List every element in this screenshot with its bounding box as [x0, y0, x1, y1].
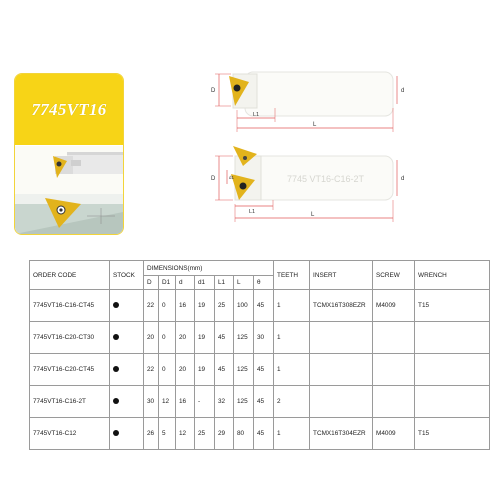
product-card [14, 73, 124, 235]
stock-cell [110, 386, 144, 418]
cell-theta: 45 [254, 354, 274, 386]
dim-label-d: d [401, 176, 405, 182]
cell-D1: 5 [159, 418, 176, 450]
dim-label-L1: L1 [249, 209, 256, 215]
dim-label-L: L [311, 212, 315, 218]
cell-screw [373, 354, 415, 386]
cell-L: 100 [234, 290, 254, 322]
cell-d: 16 [176, 290, 195, 322]
table-row [30, 290, 490, 322]
cell-D1: 0 [159, 322, 176, 354]
col-L: L [234, 276, 254, 290]
cell-wrench: T15 [415, 290, 490, 322]
card-header [15, 74, 123, 145]
dim-label-D: D [211, 88, 216, 94]
cell-L: 80 [234, 418, 254, 450]
cell-d: 20 [176, 354, 195, 386]
order-code: 7745VT16-C16-CT45 [30, 290, 110, 322]
cell-theta: 45 [254, 290, 274, 322]
cell-d1: 25 [195, 418, 215, 450]
cell-teeth: 1 [274, 322, 310, 354]
cell-L: 125 [234, 354, 254, 386]
cell-D: 22 [144, 354, 159, 386]
in-stock-dot-icon [113, 366, 119, 372]
cell-wrench [415, 354, 490, 386]
order-code: 7745VT16-C12 [30, 418, 110, 450]
cell-screw: M4009 [373, 290, 415, 322]
cell-d: 20 [176, 322, 195, 354]
cell-insert: TCMX16T304EZR [310, 418, 373, 450]
cell-teeth: 1 [274, 354, 310, 386]
table-row [30, 354, 490, 386]
tool-photo [15, 146, 123, 194]
cell-theta: 45 [254, 386, 274, 418]
order-code: 7745VT16-C20-CT45 [30, 354, 110, 386]
cell-screw [373, 386, 415, 418]
in-stock-dot-icon [113, 430, 119, 436]
tool-drawing-top [205, 62, 425, 132]
col-stock: STOCK [110, 261, 144, 290]
cell-L1: 45 [215, 322, 234, 354]
cell-L: 125 [234, 322, 254, 354]
cell-teeth: 1 [274, 418, 310, 450]
order-code: 7745VT16-C16-2T [30, 386, 110, 418]
cell-D: 22 [144, 290, 159, 322]
cell-d1: 19 [195, 322, 215, 354]
in-stock-dot-icon [113, 398, 119, 404]
cell-L1: 32 [215, 386, 234, 418]
stock-cell [110, 322, 144, 354]
stock-cell [110, 418, 144, 450]
in-stock-dot-icon [113, 334, 119, 340]
dim-label-d: d [401, 88, 405, 94]
cell-insert: TCMX16T308EZR [310, 290, 373, 322]
stock-cell [110, 354, 144, 386]
cell-screw: M4009 [373, 418, 415, 450]
cell-D: 20 [144, 322, 159, 354]
col-teeth: TEETH [274, 261, 310, 290]
engraving-text: 7745 VT16-C16-2T [287, 174, 365, 184]
tool-drawing-bottom [205, 142, 425, 222]
cell-wrench [415, 322, 490, 354]
col-d: d [176, 276, 195, 290]
col-insert: INSERT [310, 261, 373, 290]
cell-wrench: T15 [415, 418, 490, 450]
cell-teeth: 2 [274, 386, 310, 418]
dim-label-D: D [211, 176, 216, 182]
dim-label-L1: L1 [253, 112, 260, 118]
cell-screw [373, 322, 415, 354]
cell-insert [310, 386, 373, 418]
table-row [30, 418, 490, 450]
table-row [30, 386, 490, 418]
col-theta: θ [254, 276, 274, 290]
cell-theta: 45 [254, 418, 274, 450]
col-D1: D1 [159, 276, 176, 290]
table-header-row [30, 261, 490, 276]
cell-L1: 45 [215, 354, 234, 386]
dim-label-d1: d1 [229, 175, 235, 180]
cell-d: 16 [176, 386, 195, 418]
col-L1: L1 [215, 276, 234, 290]
insert-illustration [15, 194, 123, 234]
spec-table [29, 260, 490, 450]
cell-d1: 19 [195, 290, 215, 322]
cell-L: 125 [234, 386, 254, 418]
cell-L1: 25 [215, 290, 234, 322]
col-dimensions: DIMENSIONS(mm) [144, 261, 274, 276]
product-title: 7745VT16 [31, 99, 107, 119]
cell-D: 30 [144, 386, 159, 418]
cell-teeth: 1 [274, 290, 310, 322]
col-wrench: WRENCH [415, 261, 490, 290]
table-row [30, 322, 490, 354]
cell-L1: 29 [215, 418, 234, 450]
cell-D: 26 [144, 418, 159, 450]
cell-insert [310, 322, 373, 354]
cell-D1: 12 [159, 386, 176, 418]
col-D: D [144, 276, 159, 290]
col-d1: d1 [195, 276, 215, 290]
col-order-code: ORDER CODE [30, 261, 110, 290]
cell-D1: 0 [159, 290, 176, 322]
stock-cell [110, 290, 144, 322]
dim-label-L: L [313, 122, 317, 128]
cell-d: 12 [176, 418, 195, 450]
in-stock-dot-icon [113, 302, 119, 308]
cell-D1: 0 [159, 354, 176, 386]
cell-d1: 19 [195, 354, 215, 386]
cell-insert [310, 354, 373, 386]
col-screw: SCREW [373, 261, 415, 290]
cell-d1: - [195, 386, 215, 418]
cell-wrench [415, 386, 490, 418]
order-code: 7745VT16-C20-CT30 [30, 322, 110, 354]
cell-theta: 30 [254, 322, 274, 354]
